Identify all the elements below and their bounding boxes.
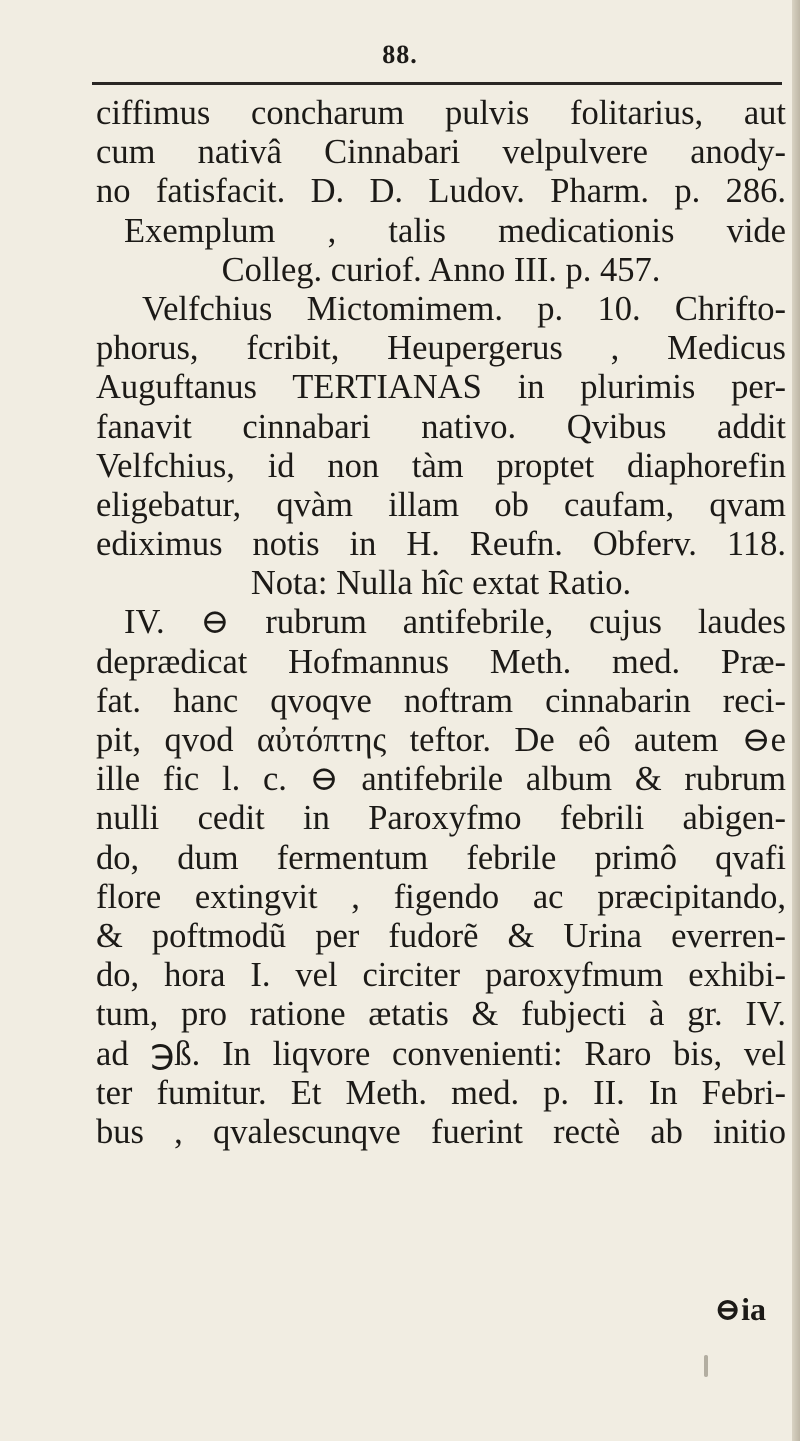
catchword: ⊖ia [714,1291,766,1327]
text-line: nulli cedit in Paroxyfmo febrili abigen- [96,799,786,838]
text-line: fat. hanc qvoqve noftram cinnabarin reci- [96,681,786,720]
text-line: flore extingvit , figendo ac præcipitando, [96,877,786,916]
text-line: ter fumitur. Et Meth. med. p. II. In Febri- [96,1073,786,1112]
text-line: Colleg. curiof. Anno III. p. 457. [221,250,661,289]
text-line: Auguftanus TERTIANAS in plurimis per- [96,368,786,407]
text-line: fanavit cinnabari nativo. Qvibus addit [96,407,786,446]
text-line: do, dum fermentum febrile primô qvafi [96,838,786,877]
text-line: Exemplum , talis medicationis vide [124,211,786,250]
paper-mark [704,1355,708,1377]
text-line: ad ℈ß. In liqvore convenienti: Raro bis, vel [96,1034,786,1073]
text-line: pit, qvod αὐτόπτης teftor. De eô autem ⊖e [96,721,786,759]
text-line: eligebatur, qvàm illam ob caufam, qvam [96,485,786,524]
text-line: ediximus notis in H. Reufn. Obferv. 118. [96,525,786,564]
text-line: bus , qvalescunqve fuerint rectè ab initio [96,1112,786,1151]
text-line: IV. ⊖ rubrum antifebrile, cujus laudes [124,603,786,642]
text-line: & poftmodũ per fudorẽ & Urina everren- [96,916,786,955]
body-text [96,94,786,1152]
text-line: phorus, fcribit, Heupergerus , Medicus [96,329,786,368]
page-number: 88. [382,40,418,69]
header-rule [92,82,782,85]
text-line: Nota: Nulla hîc extat Ratio. [250,564,632,603]
text-line: Velfchius Mictomimem. p. 10. Chrifto- [142,289,786,328]
text-line: deprædicat Hofmannus Meth. med. Præ- [96,642,786,681]
text-line: tum, pro ratione ætatis & fubjecti à gr. IV. [96,995,786,1034]
page-edge [792,0,800,1441]
text-line: cum nativâ Cinnabari velpulvere anody- [96,133,786,172]
text-line: Velfchius, id non tàm proptet diaphorefin [96,446,786,485]
text-line: no fatisfacit. D. D. Ludov. Pharm. p. 286. [96,172,786,211]
text-line: ciffimus concharum pulvis folitarius, aut [96,94,786,132]
text-line: do, hora I. vel circiter paroxyfmum exhibi- [96,956,786,995]
text-line: ille fic l. c. ⊖ antifebrile album & rubrum [96,760,786,799]
